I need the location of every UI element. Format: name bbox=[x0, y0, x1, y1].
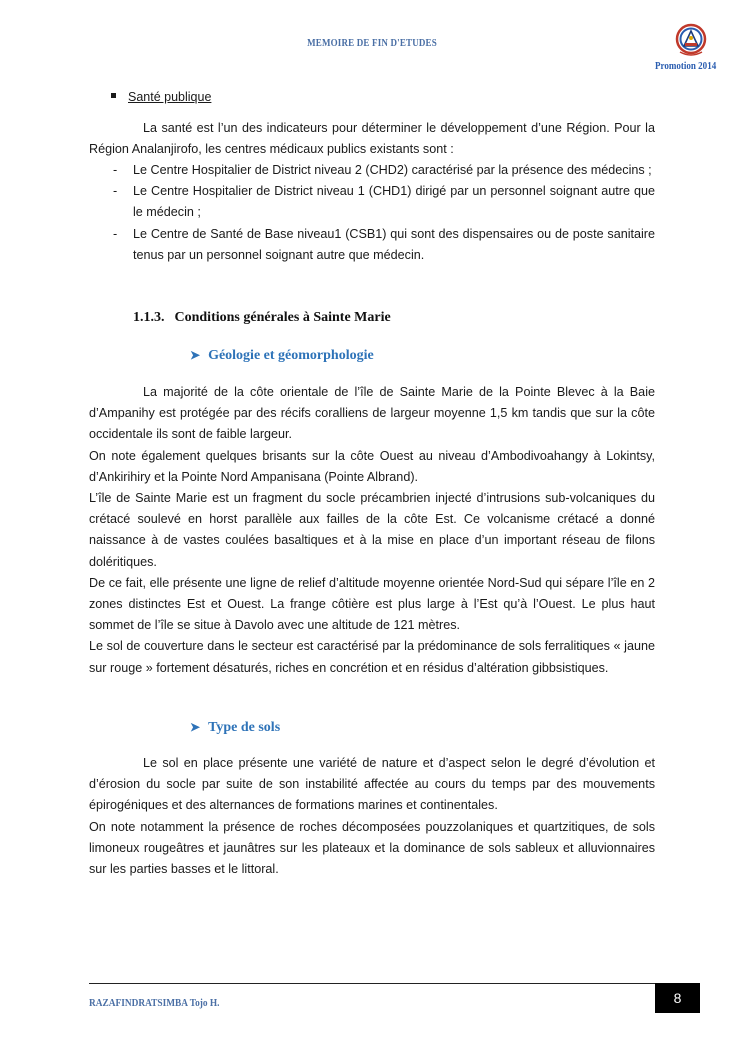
sante-heading bbox=[111, 90, 211, 104]
section-title-text: Conditions générales à Sainte Marie bbox=[174, 310, 391, 325]
paragraph: Le sol de couverture dans le secteur est caractérisé par la prédominance de sols ferralitiques « jaune sur rouge » fortement désaturés, riches en concrétion et en résidus d’altération gibbsistiques. bbox=[89, 639, 655, 675]
list-item: - Le Centre de Santé de Base niveau1 (CSB1) qui sont des dispensaires ou de poste sanitaire tenus par un personnel soignant autre que médecin. bbox=[113, 226, 655, 262]
list-item-text: Le Centre de Santé de Base niveau1 (CSB1) qui sont des dispensaires ou de poste sanitaire tenus par un personnel soignant autre que médecin. bbox=[133, 226, 655, 262]
paragraph: On note notamment la présence de roches décomposées pouzzolaniques et quartzitiques, de sols limoneux rougeâtres et jaunâtres sur les plateaux et la dominance de sols sableux et alluvionnaires sur les parties basses et le littoral. bbox=[89, 819, 655, 877]
section-title bbox=[133, 310, 391, 326]
paragraph: L’île de Sainte Marie est un fragment du socle précambrien injecté d’intrusions sub-volcaniques du crétacé soulevé en horst parallèle aux failles de la côte Est. Ce volcanisme crétacé a donné naissance à de vastes coulées basaltiques et à la mise en place d’un important réseau de filons doléritiques. bbox=[89, 491, 655, 569]
sante-intro-text: La santé est l’un des indicateurs pour déterminer le développement d’une Région. Pour la Région Analanjirofo, les centres médicaux publics existants sont : bbox=[89, 121, 655, 157]
sols-title-text: Type de sols bbox=[208, 720, 281, 735]
sols-body bbox=[89, 753, 655, 880]
list-item: - Le Centre Hospitalier de District niveau 2 (CHD2) caractérisé par la présence des médecins ; bbox=[113, 163, 652, 177]
sante-list bbox=[89, 160, 655, 266]
paragraph: Le sol en place présente une variété de nature et d’aspect selon le degré d’évolution et d’érosion du socle par suite de son instabilité affectée au cours du temps par des mouvements épirogéniques et des alternances de formations marines et continentales. bbox=[89, 756, 655, 813]
paragraph: De ce fait, elle présente une ligne de relief d’altitude moyenne orientée Nord-Sud qui sépare l’île en 2 zones distinctes Est et Ouest. La frange côtière est plus large à l’Est qu’à l’Ouest. Le plus haut sommet de l’île se situe à Davolo avec une altitude de 121 mètres. bbox=[89, 575, 655, 633]
list-item-text: Le Centre Hospitalier de District niveau 2 (CHD2) caractérisé par la présence des médecins ; bbox=[133, 163, 652, 177]
geologie-title-text: Géologie et géomorphologie bbox=[208, 348, 374, 363]
university-emblem-icon bbox=[666, 22, 716, 62]
sante-heading-text: Santé publique bbox=[128, 90, 212, 104]
page-number: 8 bbox=[655, 983, 700, 1013]
list-item-text: Le Centre Hospitalier de District niveau 1 (CHD1) dirigé par un personnel soignant autre que le médecin ; bbox=[133, 184, 655, 220]
arrow-bullet-icon: ➤ bbox=[190, 720, 201, 734]
list-item: - Le Centre Hospitalier de District niveau 1 (CHD1) dirigé par un personnel soignant autre que le médecin ; bbox=[113, 184, 655, 220]
geologie-title bbox=[190, 348, 374, 364]
paragraph: On note également quelques brisants sur la côte Ouest au niveau d’Ambodivoahangy à Lokintsy, d’Ankirihiry et la Pointe Nord Ampanisana (Pointe Albrand). bbox=[89, 448, 655, 484]
footer-divider bbox=[89, 983, 655, 984]
section-number: 1.1.3. bbox=[133, 310, 165, 325]
promotion-label: Promotion 2014 bbox=[655, 60, 717, 72]
geologie-body bbox=[89, 382, 655, 679]
footer-author: RAZAFINDRATSIMBA Tojo H. bbox=[89, 997, 220, 1009]
sols-title bbox=[190, 720, 280, 736]
header-title: MEMOIRE DE FIN D'ETUDES bbox=[307, 37, 437, 49]
square-bullet-icon bbox=[111, 93, 116, 98]
arrow-bullet-icon: ➤ bbox=[190, 348, 201, 362]
paragraph: La majorité de la côte orientale de l’île de Sainte Marie de la Pointe Blevec à la Baie d’Ampanihy est protégée par des récifs coralliens de largeur moyenne 1,5 km tandis que sur la côte occidentale ils sont de faible largeur. bbox=[89, 385, 655, 442]
sante-intro bbox=[89, 118, 655, 160]
